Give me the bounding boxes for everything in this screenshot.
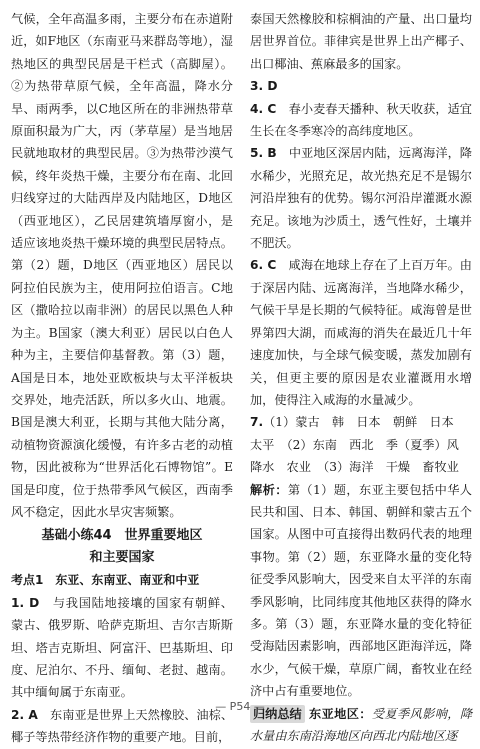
summary-text: 受夏季风影响，降水量由东南沿海地区向西北内陆地区逐	[250, 706, 473, 743]
analysis	[250, 479, 472, 703]
page-number: — P54 —	[215, 700, 265, 713]
q2-text: 东南亚是世界上天然橡胶、油棕、椰子等热带经济作物的重要产地。目前，	[11, 707, 234, 745]
continuation-paragraph: 泰国天然橡胶和棕榈油的产量、出口量均居世界首位。菲律宾是世界上出产椰子、出口椰油、蕉麻最多的国家。	[250, 12, 472, 71]
q1-text: 与我国陆地接壤的国家有朝鲜、蒙古、俄罗斯、哈萨克斯坦、吉尔吉斯斯坦、塔吉克斯坦、阿富汗、巴基斯坦、印度、尼泊尔、不丹、缅甸、老挝、越南。其中缅甸属于东南亚。	[11, 595, 233, 700]
q5-text: 中亚地区深居内陆，远离海洋，降水稀少，光照充足，故光热充足不是锡尔河沿岸独有的优势。锡尔河沿岸灌溉水源充足。该地为沙质土，透气性好，土壤并不肥沃。	[250, 146, 472, 251]
question-1	[11, 592, 233, 704]
section-title-line1: 基础小练44 世界重要地区	[41, 528, 203, 544]
q3-answer: 3. D	[250, 79, 278, 94]
q7-line3: 降水 农业 （3）海洋 干燥 畜牧业	[250, 460, 459, 475]
q1-answer: 1. D	[11, 595, 40, 610]
left-column	[11, 8, 233, 749]
q7-line1: （1）蒙古 韩 日本 朝鲜 日本	[263, 415, 454, 430]
analysis-text: 第（1）题，东亚主要包括中华人民共和国、日本、韩国、朝鲜和蒙古五个国家。从图中可直接得出数码代表的地理事物。第（2）题，东亚降水量的变化特征受季风影响大，因受来自太平洋的东南季风影响，比同纬度其他地区获得的降水多。第（3）题，东亚降水量的变化特征受海陆因素影响，西部地区距海洋远，降水少，气候干燥，草原广阔，畜牧业在经济中占有重要地位。	[250, 482, 472, 699]
summary-title: 东亚地区：	[309, 706, 372, 721]
kaodian-heading: 考点1 东亚、东南亚、南亚和中亚	[11, 573, 200, 588]
question-3	[250, 75, 472, 97]
summary-tag: 归纳总结	[250, 705, 305, 723]
question-4	[250, 98, 472, 143]
q7-line2: 太平 （2）东南 西北 季（夏季）风	[250, 437, 459, 452]
q7-answer: 7.	[250, 415, 264, 430]
q4-answer: 4. C	[250, 101, 277, 116]
right-column	[250, 8, 472, 747]
q6-answer: 6. C	[250, 258, 277, 273]
question-6	[250, 254, 472, 411]
section-title	[11, 525, 233, 569]
intro-paragraph: 气候，全年高温多雨，主要分布在赤道附近，如F地区（东南亚马来群岛等地），湿热地区的典型民居是干栏式（高脚屋）。②为热带草原气候，全年高温，降水分旱、雨两季，以C地区所在的非洲热带草原面积最为广大，丙（茅草屋）是当地居民就地取材的典型民居。③为热带沙漠气候，终年炎热干燥，主要分布在南、北回归线穿过的大陆西岸及内陆地区，D地区（西亚地区），乙民居建筑墙厚窗小，是适应该地炎热干燥环境的典型民居特点。第（2）题，D地区（西亚地区）居民以阿拉伯民族为主，使用阿拉伯语言。C地区（撒哈拉以南非洲）的居民以黑色人种为主。B国家（澳大利亚）居民以白色人种为主，主要信仰基督教。第（3）题，A国是日本，地处亚欧板块与太平洋板块交界处，地壳活跃，所以多火山、地震。B国是澳大利亚，长期与其他大陆分离，动植物资源演化缓慢，有许多古老的动植物，因此被称为“世界活化石博物馆”。E国是印度，位于热带季风气候区，西南季风不稳定，因此水旱灾害频繁。	[11, 12, 233, 519]
q4-text: 春小麦春天播种、秋天收获，适宜生长在冬季寒冷的高纬度地区。	[250, 101, 472, 139]
q6-text: 咸海在地球上存在了上百万年。由于深居内陆、远离海洋，当地降水稀少，气候干旱是长期的气候特征。咸海曾是世界第四大湖，而咸海的消失在最近几十年速度加快，与全球气候变暖，蒸发加剧有关，但更主要的原因是农业灌溉用水增加，使得注入咸海的水量减少。	[250, 258, 472, 407]
analysis-label: 解析：	[250, 482, 288, 497]
section-title-line2: 和主要国家	[89, 550, 155, 566]
q2-answer: 2. A	[11, 707, 38, 722]
question-7	[250, 411, 472, 433]
q5-answer: 5. B	[250, 146, 277, 161]
question-5	[250, 142, 472, 254]
